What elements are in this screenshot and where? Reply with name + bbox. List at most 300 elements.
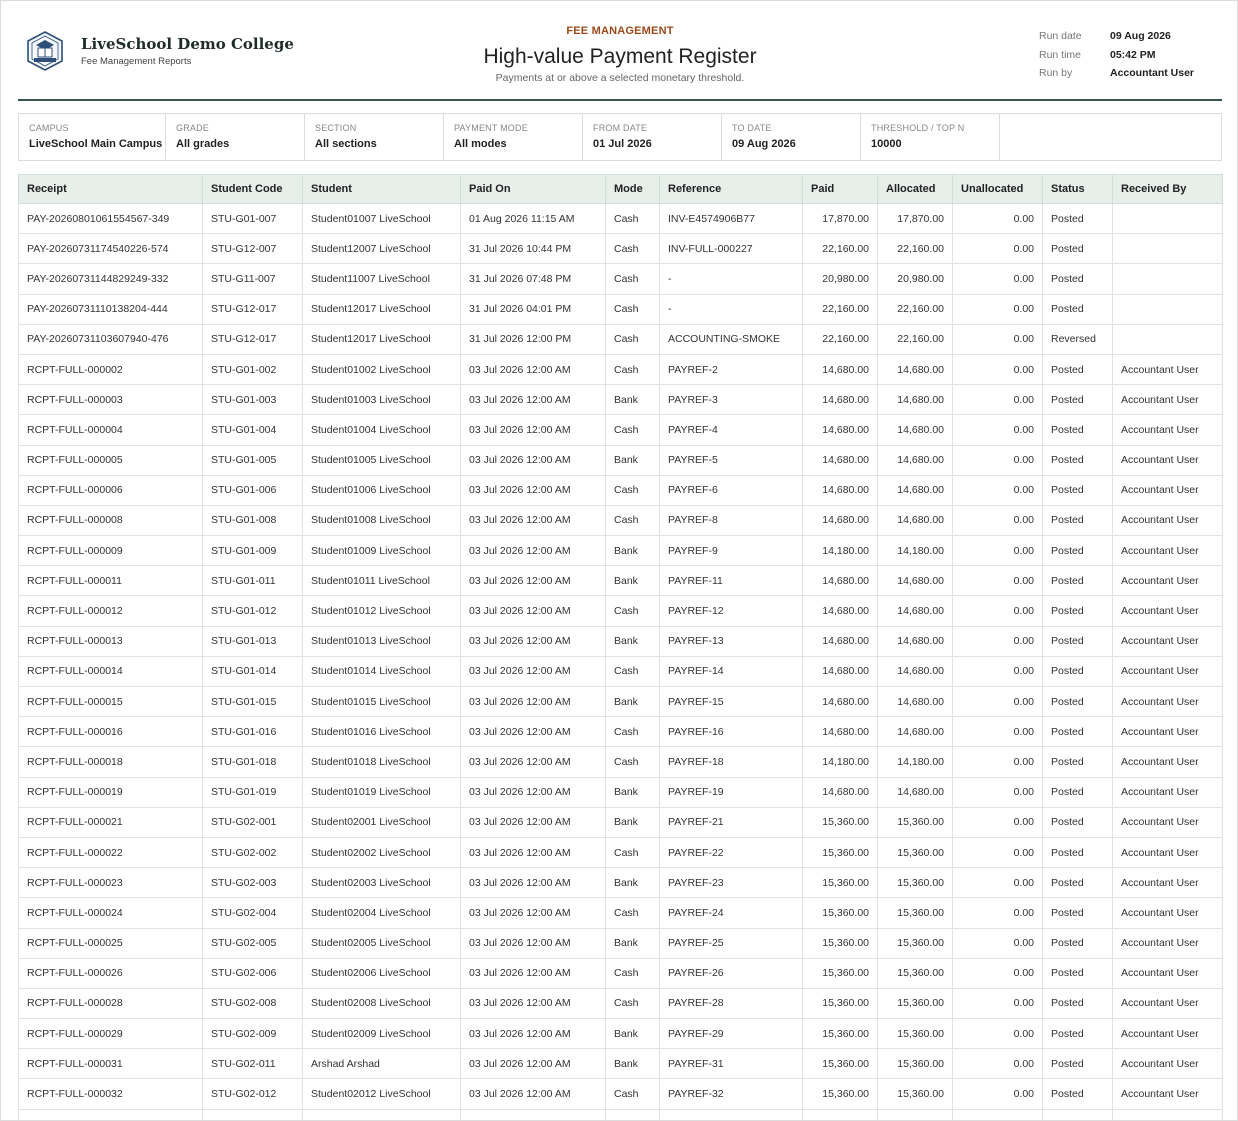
receipt-cell: PAY-20260801061554567-349 <box>19 204 203 234</box>
unallocated-cell: 0.00 <box>953 204 1043 234</box>
column-header-receipt[interactable]: Receipt <box>19 175 203 204</box>
student-cell: Student01003 LiveSchool <box>303 385 461 415</box>
student-cell: Student02009 LiveSchool <box>303 1019 461 1049</box>
receipt-cell: RCPT-FULL-000018 <box>19 747 203 777</box>
receipt-cell: RCPT-FULL-000028 <box>19 988 203 1018</box>
paid-on-cell: 03 Jul 2026 12:00 AM <box>461 626 606 656</box>
table-row[interactable] <box>19 898 1223 928</box>
reference-cell: PAYREF-11 <box>660 566 803 596</box>
receipt-cell: RCPT-FULL-000023 <box>19 868 203 898</box>
reference-cell: PAYREF-9 <box>660 536 803 566</box>
filter-threshold <box>861 114 1000 160</box>
mode-cell: Cash <box>606 656 660 686</box>
student-cell: Student01016 LiveSchool <box>303 717 461 747</box>
table-row[interactable] <box>19 717 1223 747</box>
paid-cell: 22,160.00 <box>803 234 878 264</box>
status-cell: Posted <box>1043 656 1113 686</box>
allocated-cell: 15,360.00 <box>878 837 953 867</box>
reference-cell: INV-FULL-000227 <box>660 234 803 264</box>
run-meta <box>1039 27 1194 83</box>
paid-on-cell: 03 Jul 2026 12:00 AM <box>461 777 606 807</box>
student-cell: Student02006 LiveSchool <box>303 958 461 988</box>
received-by-cell: Accountant User <box>1113 1049 1223 1079</box>
paid-on-cell: 03 Jul 2026 12:00 AM <box>461 687 606 717</box>
receipt-cell: RCPT-FULL-000006 <box>19 475 203 505</box>
status-cell: Posted <box>1043 717 1113 747</box>
paid-cell: 14,680.00 <box>803 354 878 384</box>
allocated-cell: 15,360.00 <box>878 958 953 988</box>
unallocated-cell: 0.00 <box>953 807 1043 837</box>
reference-cell: PAYREF-13 <box>660 626 803 656</box>
reference-cell: PAYREF-26 <box>660 958 803 988</box>
table-row[interactable] <box>19 837 1223 867</box>
student-cell: Student02005 LiveSchool <box>303 928 461 958</box>
allocated-cell: 14,680.00 <box>878 566 953 596</box>
allocated-cell: 14,680.00 <box>878 717 953 747</box>
unallocated-cell: 0.00 <box>953 566 1043 596</box>
receipt-cell: RCPT-FULL-000015 <box>19 687 203 717</box>
unallocated-cell: 0.00 <box>953 626 1043 656</box>
received-by-cell: Accountant User <box>1113 687 1223 717</box>
student-cell: Student01018 LiveSchool <box>303 747 461 777</box>
allocated-cell: 14,680.00 <box>878 505 953 535</box>
unallocated-cell: 0.00 <box>953 747 1043 777</box>
student-cell: Student02002 LiveSchool <box>303 837 461 867</box>
student-cell: Student01019 LiveSchool <box>303 777 461 807</box>
status-cell: Posted <box>1043 898 1113 928</box>
allocated-cell: 14,680.00 <box>878 626 953 656</box>
paid-cell: 15,360.00 <box>803 868 878 898</box>
table-row[interactable] <box>19 385 1223 415</box>
table-row[interactable] <box>19 868 1223 898</box>
column-header-mode[interactable]: Mode <box>606 175 660 204</box>
unallocated-cell <box>953 1109 1043 1121</box>
allocated-cell: 14,180.00 <box>878 536 953 566</box>
received-by-cell: Accountant User <box>1113 415 1223 445</box>
status-cell: Posted <box>1043 807 1113 837</box>
filter-grade <box>166 114 305 160</box>
reference-cell: PAYREF-25 <box>660 928 803 958</box>
filter-label: SECTION <box>315 123 357 133</box>
paid-on-cell: 31 Jul 2026 04:01 PM <box>461 294 606 324</box>
table-row[interactable] <box>19 626 1223 656</box>
received-by-cell: Accountant User <box>1113 354 1223 384</box>
paid-cell <box>803 1109 878 1121</box>
allocated-cell: 14,680.00 <box>878 354 953 384</box>
unallocated-cell: 0.00 <box>953 868 1043 898</box>
status-cell: Posted <box>1043 505 1113 535</box>
paid-cell: 22,160.00 <box>803 324 878 354</box>
table-row[interactable] <box>19 566 1223 596</box>
filter-value: 10000 <box>871 138 902 150</box>
reference-cell: PAYREF-3 <box>660 385 803 415</box>
unallocated-cell: 0.00 <box>953 958 1043 988</box>
received-by-cell: Accountant User <box>1113 626 1223 656</box>
student-cell: Student01004 LiveSchool <box>303 415 461 445</box>
run-by-label: Run by <box>1039 67 1073 80</box>
unallocated-cell: 0.00 <box>953 777 1043 807</box>
receipt-cell: RCPT-FULL-000024 <box>19 898 203 928</box>
column-header-unallocated[interactable]: Unallocated <box>953 175 1043 204</box>
receipt-cell <box>19 1109 203 1121</box>
allocated-cell: 14,680.00 <box>878 445 953 475</box>
status-cell: Posted <box>1043 1019 1113 1049</box>
student-code-cell: STU-G02-006 <box>203 958 303 988</box>
paid-cell: 14,180.00 <box>803 536 878 566</box>
column-header-student-code[interactable]: Student Code <box>203 175 303 204</box>
paid-cell: 14,680.00 <box>803 687 878 717</box>
mode-cell: Bank <box>606 566 660 596</box>
status-cell: Posted <box>1043 747 1113 777</box>
reference-cell: PAYREF-21 <box>660 807 803 837</box>
allocated-cell: 14,680.00 <box>878 687 953 717</box>
received-by-cell: Accountant User <box>1113 868 1223 898</box>
student-code-cell: STU-G01-016 <box>203 717 303 747</box>
student-cell: Student12017 LiveSchool <box>303 324 461 354</box>
paid-cell: 15,360.00 <box>803 958 878 988</box>
run-time-label: Run time <box>1039 48 1082 61</box>
student-cell: Student02003 LiveSchool <box>303 868 461 898</box>
table-row[interactable] <box>19 354 1223 384</box>
student-code-cell: STU-G01-018 <box>203 747 303 777</box>
received-by-cell: Accountant User <box>1113 837 1223 867</box>
student-code-cell: STU-G11-007 <box>203 264 303 294</box>
paid-on-cell: 03 Jul 2026 12:00 AM <box>461 928 606 958</box>
column-header-reference[interactable]: Reference <box>660 175 803 204</box>
receipt-cell: RCPT-FULL-000008 <box>19 505 203 535</box>
paid-on-cell: 03 Jul 2026 12:00 AM <box>461 354 606 384</box>
table-row[interactable] <box>19 777 1223 807</box>
table-row[interactable] <box>19 536 1223 566</box>
unallocated-cell: 0.00 <box>953 656 1043 686</box>
student-cell: Student11007 LiveSchool <box>303 264 461 294</box>
received-by-cell: Accountant User <box>1113 566 1223 596</box>
student-code-cell: STU-G01-019 <box>203 777 303 807</box>
paid-on-cell: 03 Jul 2026 12:00 AM <box>461 898 606 928</box>
mode-cell: Bank <box>606 868 660 898</box>
student-cell: Student02012 LiveSchool <box>303 1079 461 1109</box>
status-cell: Posted <box>1043 958 1113 988</box>
table-row[interactable] <box>19 415 1223 445</box>
paid-cell: 14,680.00 <box>803 656 878 686</box>
receipt-cell: RCPT-FULL-000025 <box>19 928 203 958</box>
status-cell: Posted <box>1043 234 1113 264</box>
allocated-cell: 14,680.00 <box>878 415 953 445</box>
reference-cell: PAYREF-18 <box>660 747 803 777</box>
receipt-cell: PAY-20260731174540226-574 <box>19 234 203 264</box>
unallocated-cell: 0.00 <box>953 385 1043 415</box>
paid-cell: 15,360.00 <box>803 988 878 1018</box>
reference-cell: PAYREF-5 <box>660 445 803 475</box>
filter-value: All sections <box>315 138 377 150</box>
paid-cell: 14,680.00 <box>803 777 878 807</box>
unallocated-cell: 0.00 <box>953 324 1043 354</box>
allocated-cell <box>878 1109 953 1121</box>
table-row[interactable] <box>19 747 1223 777</box>
mode-cell: Cash <box>606 717 660 747</box>
report-title-block <box>418 25 822 84</box>
student-code-cell: STU-G01-014 <box>203 656 303 686</box>
unallocated-cell: 0.00 <box>953 354 1043 384</box>
receipt-cell: RCPT-FULL-000032 <box>19 1079 203 1109</box>
received-by-cell: Accountant User <box>1113 777 1223 807</box>
status-cell: Posted <box>1043 385 1113 415</box>
column-header-student[interactable]: Student <box>303 175 461 204</box>
filter-value: 09 Aug 2026 <box>732 138 796 150</box>
mode-cell: Cash <box>606 837 660 867</box>
table-row[interactable] <box>19 596 1223 626</box>
mode-cell: Cash <box>606 505 660 535</box>
status-cell: Posted <box>1043 566 1113 596</box>
status-cell: Posted <box>1043 475 1113 505</box>
table-row[interactable] <box>19 656 1223 686</box>
table-body <box>19 204 1223 1121</box>
table-row[interactable] <box>19 807 1223 837</box>
student-code-cell: STU-G01-003 <box>203 385 303 415</box>
paid-cell: 15,360.00 <box>803 1049 878 1079</box>
student-code-cell: STU-G01-005 <box>203 445 303 475</box>
received-by-cell: Accountant User <box>1113 596 1223 626</box>
column-header-status[interactable]: Status <box>1043 175 1113 204</box>
paid-on-cell: 01 Aug 2026 11:15 AM <box>461 204 606 234</box>
reference-cell: PAYREF-12 <box>660 596 803 626</box>
mode-cell: Bank <box>606 1019 660 1049</box>
table-row[interactable] <box>19 1049 1223 1079</box>
paid-cell: 15,360.00 <box>803 898 878 928</box>
paid-on-cell: 03 Jul 2026 12:00 AM <box>461 807 606 837</box>
unallocated-cell: 0.00 <box>953 928 1043 958</box>
paid-on-cell <box>461 1109 606 1121</box>
allocated-cell: 22,160.00 <box>878 324 953 354</box>
receipt-cell: RCPT-FULL-000014 <box>19 656 203 686</box>
allocated-cell: 15,360.00 <box>878 1019 953 1049</box>
paid-cell: 15,360.00 <box>803 837 878 867</box>
mode-cell: Bank <box>606 777 660 807</box>
brand-name: LiveSchool Demo College <box>81 35 294 53</box>
table-row[interactable] <box>19 1019 1223 1049</box>
reference-cell: PAYREF-14 <box>660 656 803 686</box>
student-code-cell: STU-G12-007 <box>203 234 303 264</box>
paid-cell: 14,180.00 <box>803 747 878 777</box>
paid-cell: 15,360.00 <box>803 928 878 958</box>
allocated-cell: 20,980.00 <box>878 264 953 294</box>
unallocated-cell: 0.00 <box>953 234 1043 264</box>
received-by-cell: Accountant User <box>1113 898 1223 928</box>
student-cell: Student01007 LiveSchool <box>303 204 461 234</box>
paid-cell: 14,680.00 <box>803 717 878 747</box>
student-code-cell: STU-G12-017 <box>203 324 303 354</box>
unallocated-cell: 0.00 <box>953 1049 1043 1079</box>
student-code-cell: STU-G01-002 <box>203 354 303 384</box>
student-code-cell: STU-G02-005 <box>203 928 303 958</box>
student-code-cell: STU-G01-013 <box>203 626 303 656</box>
reference-cell: PAYREF-15 <box>660 687 803 717</box>
mode-cell: Cash <box>606 747 660 777</box>
table-row[interactable] <box>19 1079 1223 1109</box>
student-code-cell: STU-G01-009 <box>203 536 303 566</box>
column-header-allocated[interactable]: Allocated <box>878 175 953 204</box>
receipt-cell: RCPT-FULL-000011 <box>19 566 203 596</box>
filter-to-date <box>722 114 861 160</box>
paid-cell: 14,680.00 <box>803 445 878 475</box>
mode-cell: Bank <box>606 928 660 958</box>
status-cell: Posted <box>1043 354 1113 384</box>
status-cell: Posted <box>1043 415 1113 445</box>
paid-cell: 22,160.00 <box>803 294 878 324</box>
mode-cell: Cash <box>606 234 660 264</box>
mode-cell: Bank <box>606 1049 660 1079</box>
mode-cell: Bank <box>606 445 660 475</box>
table-row[interactable] <box>19 505 1223 535</box>
student-cell: Student02004 LiveSchool <box>303 898 461 928</box>
paid-cell: 14,680.00 <box>803 596 878 626</box>
reference-cell: PAYREF-2 <box>660 354 803 384</box>
filter-label: FROM DATE <box>593 123 648 133</box>
filter-value: All modes <box>454 138 507 150</box>
status-cell: Posted <box>1043 868 1113 898</box>
received-by-cell: Accountant User <box>1113 1019 1223 1049</box>
status-cell: Posted <box>1043 204 1113 234</box>
table-row[interactable] <box>19 234 1223 264</box>
student-cell: Student01002 LiveSchool <box>303 354 461 384</box>
reference-cell: PAYREF-8 <box>660 505 803 535</box>
status-cell: Posted <box>1043 777 1113 807</box>
student-cell: Student01015 LiveSchool <box>303 687 461 717</box>
unallocated-cell: 0.00 <box>953 264 1043 294</box>
table-row[interactable] <box>19 1109 1223 1121</box>
received-by-cell: Accountant User <box>1113 988 1223 1018</box>
table-row[interactable] <box>19 324 1223 354</box>
mode-cell: Cash <box>606 1079 660 1109</box>
unallocated-cell: 0.00 <box>953 717 1043 747</box>
filter-campus <box>19 114 166 160</box>
receipt-cell: RCPT-FULL-000009 <box>19 536 203 566</box>
student-code-cell: STU-G02-009 <box>203 1019 303 1049</box>
student-cell <box>303 1109 461 1121</box>
status-cell: Reversed <box>1043 324 1113 354</box>
paid-on-cell: 03 Jul 2026 12:00 AM <box>461 475 606 505</box>
table-row[interactable] <box>19 294 1223 324</box>
table-row[interactable] <box>19 988 1223 1018</box>
table-row[interactable] <box>19 204 1223 234</box>
allocated-cell: 14,680.00 <box>878 475 953 505</box>
mode-cell: Cash <box>606 898 660 928</box>
status-cell: Posted <box>1043 1079 1113 1109</box>
receipt-cell: RCPT-FULL-000002 <box>19 354 203 384</box>
reference-cell: PAYREF-23 <box>660 868 803 898</box>
table-row[interactable] <box>19 475 1223 505</box>
status-cell: Posted <box>1043 445 1113 475</box>
allocated-cell: 22,160.00 <box>878 294 953 324</box>
received-by-cell <box>1113 1109 1223 1121</box>
paid-cell: 14,680.00 <box>803 566 878 596</box>
paid-on-cell: 03 Jul 2026 12:00 AM <box>461 958 606 988</box>
reference-cell: PAYREF-29 <box>660 1019 803 1049</box>
run-date-label: Run date <box>1039 30 1082 43</box>
unallocated-cell: 0.00 <box>953 687 1043 717</box>
brand <box>25 29 294 73</box>
reference-cell: PAYREF-31 <box>660 1049 803 1079</box>
allocated-cell: 15,360.00 <box>878 1079 953 1109</box>
receipt-cell: RCPT-FULL-000022 <box>19 837 203 867</box>
receipt-cell: RCPT-FULL-000026 <box>19 958 203 988</box>
filter-payment-mode <box>444 114 583 160</box>
received-by-cell: Accountant User <box>1113 928 1223 958</box>
table-row[interactable] <box>19 264 1223 294</box>
student-cell: Student01012 LiveSchool <box>303 596 461 626</box>
status-cell: Posted <box>1043 687 1113 717</box>
student-cell: Student01006 LiveSchool <box>303 475 461 505</box>
student-code-cell: STU-G02-004 <box>203 898 303 928</box>
report-header <box>18 15 1222 101</box>
column-header-paid[interactable]: Paid <box>803 175 878 204</box>
unallocated-cell: 0.00 <box>953 294 1043 324</box>
paid-on-cell: 03 Jul 2026 12:00 AM <box>461 536 606 566</box>
paid-on-cell: 03 Jul 2026 12:00 AM <box>461 837 606 867</box>
status-cell: Posted <box>1043 596 1113 626</box>
received-by-cell <box>1113 294 1223 324</box>
paid-on-cell: 03 Jul 2026 12:00 AM <box>461 747 606 777</box>
mode-cell: Bank <box>606 807 660 837</box>
mode-cell: Cash <box>606 204 660 234</box>
table-row[interactable] <box>19 445 1223 475</box>
table-row[interactable] <box>19 928 1223 958</box>
student-code-cell: STU-G02-001 <box>203 807 303 837</box>
paid-cell: 15,360.00 <box>803 1079 878 1109</box>
allocated-cell: 17,870.00 <box>878 204 953 234</box>
paid-on-cell: 03 Jul 2026 12:00 AM <box>461 656 606 686</box>
filter-value: LiveSchool Main Campus <box>29 138 163 150</box>
mode-cell: Bank <box>606 687 660 717</box>
mode-cell: Cash <box>606 264 660 294</box>
column-header-received-by[interactable]: Received By <box>1113 175 1223 204</box>
student-cell: Student02001 LiveSchool <box>303 807 461 837</box>
paid-cell: 14,680.00 <box>803 626 878 656</box>
allocated-cell: 15,360.00 <box>878 807 953 837</box>
receipt-cell: RCPT-FULL-000016 <box>19 717 203 747</box>
received-by-cell <box>1113 264 1223 294</box>
unallocated-cell: 0.00 <box>953 898 1043 928</box>
table-row[interactable] <box>19 958 1223 988</box>
run-time-value: 05:42 PM <box>1110 48 1156 61</box>
paid-on-cell: 31 Jul 2026 07:48 PM <box>461 264 606 294</box>
paid-cell: 15,360.00 <box>803 807 878 837</box>
filter-value: All grades <box>176 138 230 150</box>
allocated-cell: 14,180.00 <box>878 747 953 777</box>
paid-on-cell: 03 Jul 2026 12:00 AM <box>461 1049 606 1079</box>
paid-on-cell: 03 Jul 2026 12:00 AM <box>461 596 606 626</box>
student-code-cell: STU-G01-015 <box>203 687 303 717</box>
paid-on-cell: 03 Jul 2026 12:00 AM <box>461 505 606 535</box>
received-by-cell <box>1113 324 1223 354</box>
run-by-row <box>1039 64 1194 83</box>
reference-cell: ACCOUNTING-SMOKE <box>660 324 803 354</box>
mode-cell: Cash <box>606 958 660 988</box>
unallocated-cell: 0.00 <box>953 505 1043 535</box>
paid-on-cell: 03 Jul 2026 12:00 AM <box>461 1019 606 1049</box>
student-code-cell: STU-G01-007 <box>203 204 303 234</box>
reference-cell: PAYREF-24 <box>660 898 803 928</box>
receipt-cell: PAY-20260731144829249-332 <box>19 264 203 294</box>
run-by-value: Accountant User <box>1110 67 1195 80</box>
column-header-paid-on[interactable]: Paid On <box>461 175 606 204</box>
received-by-cell: Accountant User <box>1113 747 1223 777</box>
unallocated-cell: 0.00 <box>953 1079 1043 1109</box>
table-row[interactable] <box>19 687 1223 717</box>
unallocated-cell: 0.00 <box>953 837 1043 867</box>
received-by-cell <box>1113 204 1223 234</box>
receipt-cell: RCPT-FULL-000031 <box>19 1049 203 1079</box>
